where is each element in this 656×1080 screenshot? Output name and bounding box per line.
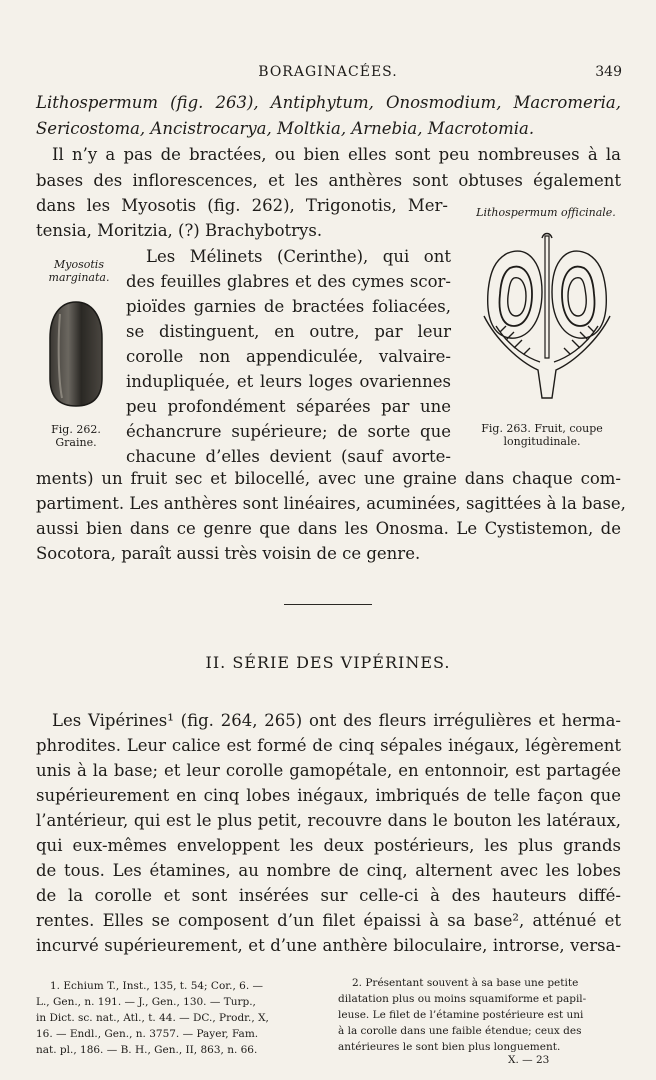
seed-illustration	[46, 298, 106, 410]
footnote-line: antérieures le sont bien plus longuement.	[338, 1041, 561, 1053]
body-line: Les Vipérines¹ (fig. 264, 265) ont des fleurs irrégulières et herma-	[52, 711, 621, 730]
body-line: pioïdes garnies de bractées foliacées,	[126, 297, 451, 316]
body-line: bases des inflorescences, et les anthères sont obtuses également	[36, 171, 621, 190]
body-line: phrodites. Leur calice est formé de cinq sépales inégaux, légèrement	[36, 736, 621, 755]
section-title: II. SÉRIE DES VIPÉRINES.	[205, 653, 451, 672]
figure-262-caption: Graine.	[55, 436, 97, 449]
footnote-line: 2. Présentant souvent à sa base une petite	[352, 977, 579, 989]
footnote-line: in Dict. sc. nat., Atl., t. 44. — DC., Prodr., X,	[36, 1012, 269, 1024]
footnote-line: L., Gen., n. 191. — J., Gen., 130. — Turp.,	[36, 996, 256, 1008]
footnote-line: dilatation plus ou moins squamiforme et papil-	[338, 993, 587, 1005]
figure-262-label: marginata.	[48, 271, 110, 284]
body-line: dans les Myosotis (fig. 262), Trigonotis, Mer-	[36, 196, 448, 215]
body-line: Les Mélinets (Cerinthe), qui ont	[146, 247, 451, 266]
body-line: rentes. Elles se composent d’un filet épaissi à sa base², atténué et	[36, 911, 621, 930]
body-line: Socotora, paraît aussi très voisin de ce genre.	[36, 544, 421, 563]
body-line: qui eux-mêmes enveloppent les deux postérieurs, les plus grands	[36, 836, 621, 855]
body-line: Sericostoma, Ancistrocarya, Moltkia, Arnebia, Macrotomia.	[36, 119, 535, 138]
fruit-section-illustration	[476, 230, 618, 400]
body-line: l’antérieur, qui est le plus petit, recouvre dans le bouton les latéraux,	[36, 811, 621, 830]
body-line: échancrure supérieure; de sorte que	[126, 422, 451, 441]
page-number: 349	[595, 64, 622, 80]
header-title: BORAGINACÉES.	[258, 64, 398, 80]
body-line: corolle non appendiculée, valvaire-	[126, 347, 451, 366]
body-line: incurvé supérieurement, et d’une anthère biloculaire, introrse, versa-	[36, 936, 621, 955]
footnote-line: nat. pl., 186. — B. H., Gen., II, 863, n. 66.	[36, 1044, 258, 1056]
body-line: unis à la base; et leur corolle gamopétale, en entonnoir, est partagée	[36, 761, 621, 780]
footnote-line: leuse. Le filet de l’étamine postérieure est uni	[338, 1009, 584, 1021]
footnote-line: 16. — Endl., Gen., n. 3757. — Payer, Fam.	[36, 1028, 259, 1040]
body-line: des feuilles glabres et des cymes scor-	[126, 272, 451, 291]
signature-mark: X. — 23	[508, 1054, 550, 1066]
body-line: peu profondément séparées par une	[126, 397, 451, 416]
figure-263-caption: Fig. 263. Fruit, coupe	[481, 422, 603, 435]
body-line: de la corolle et sont insérées sur celle-ci à des hauteurs diffé-	[36, 886, 621, 905]
body-line: tensia, Moritzia, (?) Brachybotrys.	[36, 221, 323, 240]
body-line: chacune d’elles devient (sauf avorte-	[126, 447, 451, 466]
figure-263-caption: longitudinale.	[503, 435, 581, 448]
body-line: partiment. Les anthères sont linéaires, acuminées, sagittées à la base,	[36, 494, 626, 513]
body-line: aussi bien dans ce genre que dans les Onosma. Le Cystistemon, de	[36, 519, 621, 538]
body-line: ments) un fruit sec et bilocellé, avec une graine dans chaque com-	[36, 469, 621, 488]
figure-263-label: Lithospermum officinale.	[476, 206, 616, 219]
figure-262-label: Myosotis	[54, 258, 104, 271]
section-divider	[284, 604, 372, 605]
footnote-line: à la corolle dans une faible étendue; ceux des	[338, 1025, 582, 1037]
footnote-line: 1. Echium T., Inst., 135, t. 54; Cor., 6. —	[50, 980, 264, 992]
body-line: supérieurement en cinq lobes inégaux, imbriqués de telle façon que	[36, 786, 621, 805]
body-line: de tous. Les étamines, au nombre de cinq, alternent avec les lobes	[36, 861, 621, 880]
body-line: se distinguent, en outre, par leur	[126, 322, 451, 341]
body-line: Il n’y a pas de bractées, ou bien elles sont peu nombreuses à la	[52, 145, 621, 164]
body-line: Lithospermum (fig. 263), Antiphytum, Onosmodium, Macromeria,	[36, 93, 621, 112]
figure-262-caption: Fig. 262.	[51, 423, 101, 436]
body-line: indupliquée, et leurs loges ovariennes	[126, 372, 451, 391]
